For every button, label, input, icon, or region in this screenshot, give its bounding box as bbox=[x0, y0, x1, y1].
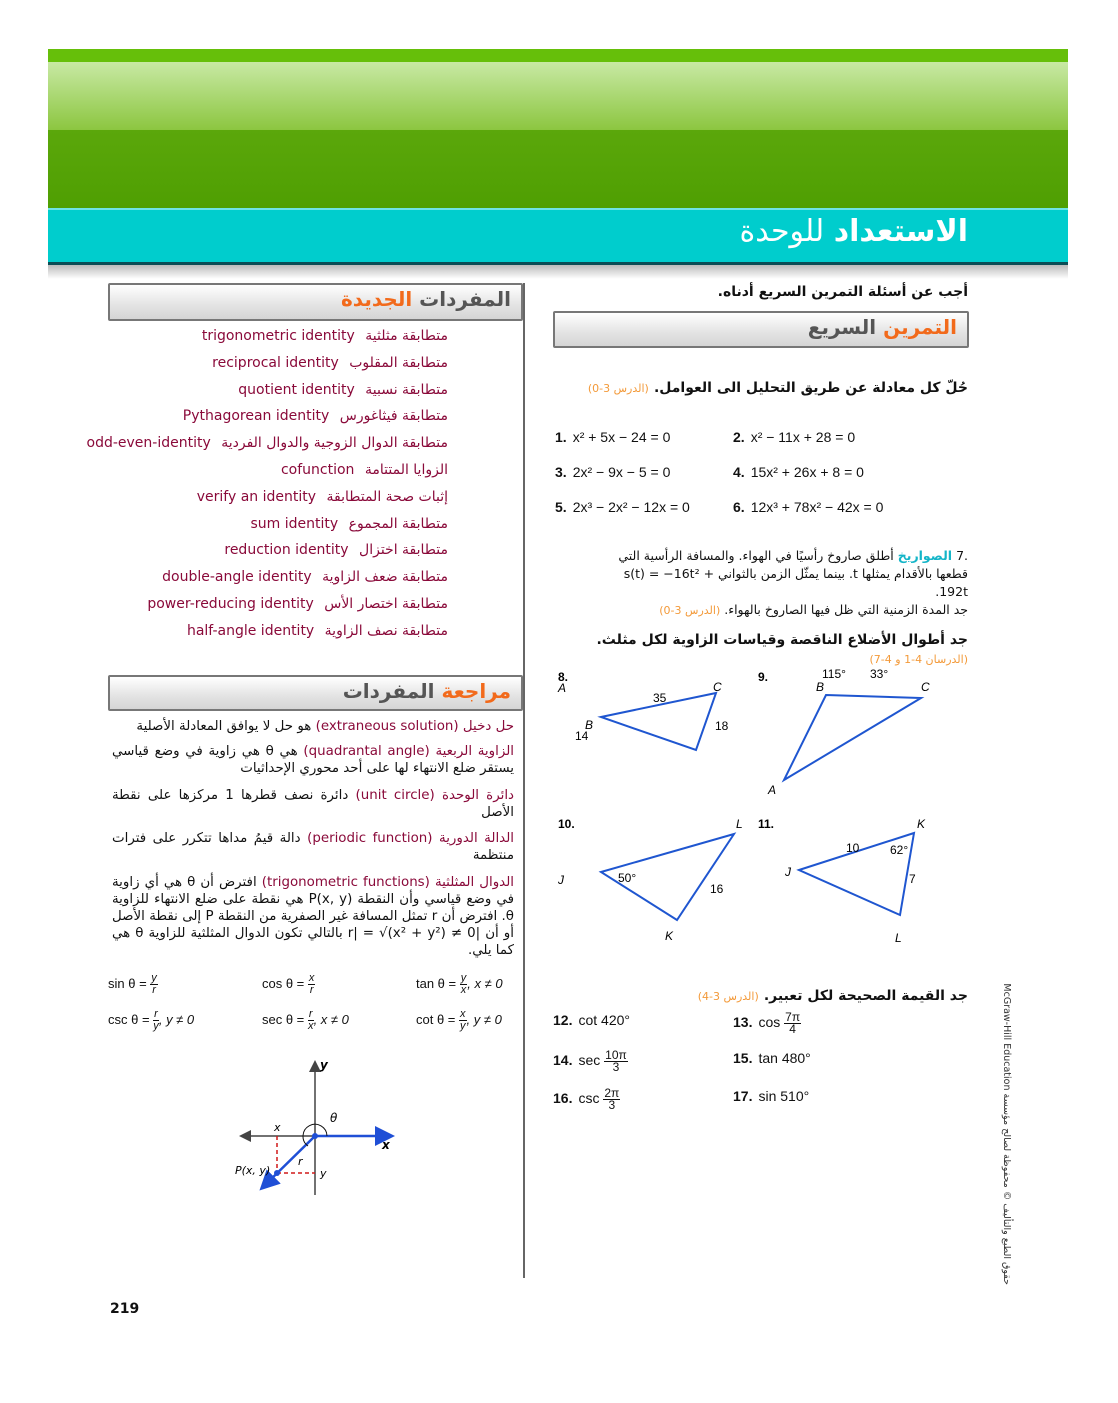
term-arabic: دائرة الوحدة bbox=[441, 788, 514, 803]
vertex-label: L bbox=[895, 931, 902, 945]
equation bbox=[733, 499, 883, 515]
triangle-number: 9. bbox=[758, 670, 769, 684]
factor-heading bbox=[588, 377, 968, 396]
vertex-label: A bbox=[558, 681, 567, 695]
banner-dark bbox=[48, 130, 1068, 208]
measure-label: 50° bbox=[618, 871, 637, 885]
denominator: y bbox=[153, 1020, 159, 1032]
equation bbox=[555, 464, 670, 480]
exercise bbox=[553, 1088, 620, 1111]
vocab-item bbox=[212, 355, 448, 371]
condition: , y ≠ 0 bbox=[466, 1011, 502, 1027]
exercise bbox=[553, 1012, 630, 1028]
exact-heading-text: جد القيمة الصحيحة لكل تعبير. bbox=[763, 988, 968, 1004]
equation-number: 3. bbox=[555, 464, 567, 480]
triangles-heading bbox=[553, 629, 968, 667]
vocab-item bbox=[87, 435, 449, 451]
denominator: 4 bbox=[789, 1022, 796, 1036]
numerator: x bbox=[308, 972, 315, 984]
triangles-heading-text: جد أطوال الأضلاع الناقصة وقياسات الزاوية لكل مثلث. bbox=[596, 632, 968, 648]
banner-shadow bbox=[48, 265, 1068, 279]
vocab-arabic: متطابقة فيثاغورس bbox=[339, 408, 448, 425]
unit-title bbox=[740, 214, 968, 249]
exercise bbox=[733, 1050, 811, 1066]
vocab-english: reciprocal identity bbox=[212, 354, 339, 371]
equation-number: 1. bbox=[555, 429, 567, 445]
triangles-lesson: (الدرسان 4-1 و 4-7) bbox=[869, 653, 968, 666]
trig-formula bbox=[108, 1009, 194, 1032]
vocab-english: trigonometric identity bbox=[201, 328, 355, 344]
exercise-function: cot 420° bbox=[578, 1012, 630, 1028]
x-label: x bbox=[274, 1121, 281, 1134]
triangle-number: 8. bbox=[558, 670, 569, 684]
vocab-item bbox=[238, 382, 448, 398]
exercise bbox=[733, 1088, 809, 1104]
exercise-function: cos bbox=[758, 1014, 781, 1031]
point-label: P(x, y) bbox=[235, 1164, 271, 1177]
definition: دائرة نصف قطرها 1 مركزها على نقطة الأصل bbox=[112, 788, 514, 820]
vocab-arabic: إثبات صحة المتطابقة bbox=[326, 488, 448, 505]
measure-label: 18 bbox=[715, 719, 729, 733]
x-axis-label: x bbox=[382, 1138, 390, 1152]
review-title-gray: المفردات bbox=[342, 679, 435, 703]
trig-formula bbox=[416, 973, 503, 996]
vertex-label: A bbox=[768, 783, 777, 797]
exercise-number: 13. bbox=[733, 1014, 753, 1031]
r-label: r bbox=[298, 1155, 303, 1168]
vertex-label: L bbox=[736, 817, 743, 831]
y-axis-label: y bbox=[320, 1058, 328, 1072]
review-definition bbox=[112, 787, 514, 821]
review-definition bbox=[112, 874, 514, 959]
exercise-number: 12. bbox=[553, 1012, 573, 1028]
quick-check-instruction: أجب عن أسئلة التمرين السريع أدناه. bbox=[717, 284, 968, 300]
vocab-english: power-reducing identity bbox=[147, 596, 314, 612]
exercise-function: sec bbox=[578, 1052, 601, 1069]
review-definition bbox=[112, 743, 514, 777]
formula-name: tan θ = bbox=[416, 975, 457, 991]
equation-number: 6. bbox=[733, 499, 745, 515]
p7-number: .7 bbox=[956, 548, 968, 563]
measure-label: 62° bbox=[890, 843, 909, 857]
exercise-number: 16. bbox=[553, 1090, 573, 1107]
point-p bbox=[274, 1170, 280, 1176]
triangle-number: 10. bbox=[558, 817, 575, 831]
exercise bbox=[553, 1050, 628, 1073]
exercise-function: sin 510° bbox=[758, 1088, 810, 1104]
exercise-function: csc bbox=[578, 1090, 600, 1107]
vocab-english: reduction identity bbox=[224, 542, 349, 559]
measure-label: 10 bbox=[846, 841, 860, 855]
vocab-arabic: متطابقة اختصار الأس bbox=[324, 596, 448, 612]
copyright-credit: حقوق الطبع والتأليف © محفوظة لصالح مؤسسة McGraw-Hill Education bbox=[1001, 983, 1012, 1285]
vertex-label: C bbox=[713, 680, 722, 694]
vertex-label: J bbox=[785, 865, 791, 879]
exercise-number: 17. bbox=[733, 1088, 753, 1104]
quick-title-orange: التمرين bbox=[883, 315, 957, 339]
vocab-item bbox=[187, 623, 448, 639]
definition: هو حل لا يوافق المعادلة الأصلية bbox=[136, 719, 312, 734]
exercise bbox=[733, 1012, 801, 1035]
vocab-item bbox=[202, 328, 448, 344]
term-english: (unit circle) bbox=[355, 788, 435, 803]
quick-title-gray: السريع bbox=[807, 315, 877, 339]
definition: هي θ هي زاوية في وضع قياسي يستقر ضلع الانتهاء لها على أحد محوري الإحداثيات bbox=[112, 744, 514, 776]
triangle-figures bbox=[553, 665, 973, 945]
vocab-english: quotient identity bbox=[238, 381, 355, 398]
equation-number: 5. bbox=[555, 499, 567, 515]
vocab-arabic: متطابقة نسبية bbox=[365, 381, 448, 398]
vocab-item bbox=[224, 542, 448, 558]
vertex-label: C bbox=[921, 680, 930, 694]
vocab-english: double-angle identity bbox=[162, 569, 312, 586]
vertex-label: B bbox=[585, 718, 594, 732]
vocab-english: half-angle identity bbox=[186, 622, 315, 639]
vocab-arabic: متطابقة المجموع bbox=[348, 515, 448, 532]
numerator: y bbox=[460, 972, 467, 984]
numerator: 7π bbox=[785, 1010, 801, 1024]
y-label: y bbox=[320, 1167, 327, 1180]
equation bbox=[555, 429, 670, 445]
measure-label: 33° bbox=[870, 667, 889, 681]
measure-label: 16 bbox=[710, 882, 724, 896]
vocab-english: verify an identity bbox=[196, 488, 317, 505]
new-vocab-title-orange: الجديدة bbox=[341, 287, 413, 311]
p7-label: الصواريخ bbox=[897, 548, 953, 563]
term-arabic: الدالة الدورية bbox=[439, 831, 514, 846]
denominator: r bbox=[309, 984, 314, 996]
fraction bbox=[784, 1012, 801, 1035]
definition: افترض أن θ هي أي زاوية في وضع قياسي وأن النقطة P(x, y) هي نقطة على ضلع الانتهاء للزاوية θ. افترض أن r تمثل المسافة غير الصفرية من النقطة P إلى نقطة الأصل أو أن |r| = √(x² + y²) ≠ 0 بالتالي تكون الدوال المثلثية للزاوية θ هي كما يلي. bbox=[112, 875, 514, 958]
numerator: 2π bbox=[604, 1086, 620, 1100]
vocab-item bbox=[162, 569, 448, 585]
problem-7 bbox=[588, 547, 968, 620]
vocab-arabic: الزوايا المتتامة bbox=[364, 462, 448, 478]
page-number: 219 bbox=[110, 1301, 140, 1317]
condition: , x ≠ 0 bbox=[467, 975, 503, 991]
p7-lesson: (الدرس 3-0) bbox=[659, 604, 721, 617]
vocab-item bbox=[197, 489, 448, 505]
equation-number: 2. bbox=[733, 429, 745, 445]
vocab-arabic: متطابقة مثلثية bbox=[365, 328, 448, 344]
numerator: r bbox=[154, 1008, 158, 1020]
trig-formula bbox=[262, 973, 315, 996]
vocab-english: sum identity bbox=[250, 515, 339, 532]
formula-name: cos θ = bbox=[262, 975, 305, 991]
theta-label: θ bbox=[330, 1111, 338, 1125]
term-arabic: حل دخيل bbox=[462, 719, 514, 734]
term-english: (trigonometric functions) bbox=[261, 875, 430, 890]
numerator: r bbox=[308, 1008, 313, 1020]
vocab-english: cofunction bbox=[280, 462, 355, 478]
vocab-english: Pythagorean identity bbox=[182, 408, 330, 425]
new-vocab-title-gray: المفردات bbox=[419, 287, 511, 311]
fraction bbox=[308, 973, 316, 996]
equation-text: 12x³ + 78x² − 42x = 0 bbox=[750, 499, 884, 515]
equation-text: 15x² + 26x + 8 = 0 bbox=[750, 464, 864, 480]
term-english: (periodic function) bbox=[307, 831, 433, 846]
exercise-number: 15. bbox=[733, 1050, 753, 1066]
equation-number: 4. bbox=[733, 464, 745, 480]
denominator: 3 bbox=[608, 1098, 616, 1112]
formula-name: sec θ = bbox=[262, 1011, 305, 1027]
equation bbox=[733, 464, 864, 480]
review-title-orange: مراجعة bbox=[441, 679, 511, 703]
fraction bbox=[604, 1050, 628, 1073]
terminal-side bbox=[263, 1136, 315, 1187]
measure-label: 115° bbox=[822, 667, 846, 681]
triangle-9 bbox=[784, 695, 921, 780]
equation-text: x² − 11x + 28 = 0 bbox=[750, 429, 856, 445]
denominator: r bbox=[152, 984, 156, 996]
new-vocab-header bbox=[108, 283, 523, 321]
formula-name: sin θ = bbox=[108, 975, 147, 991]
unit-circle-diagram bbox=[230, 1055, 410, 1195]
denominator: 3 bbox=[612, 1060, 620, 1074]
exact-heading bbox=[698, 985, 968, 1004]
vertex-label: K bbox=[917, 817, 926, 831]
fraction bbox=[603, 1088, 620, 1111]
factor-lesson: (الدرس 3-0) bbox=[587, 382, 649, 395]
denominator: x bbox=[460, 984, 467, 996]
vocab-arabic: متطابقة المقلوب bbox=[349, 354, 448, 371]
term-english: (quadrantal angle) bbox=[303, 744, 430, 759]
equation-text: 2x³ − 2x² − 12x = 0 bbox=[572, 499, 690, 515]
p7-text1: أطلق صاروخ رأسيًا في الهواء. والمسافة الرأسية التي قطعها بالأقدام يمثلها t. بينما يمثّل الزمن بالثواني s(t) = −16t² + 192t. bbox=[618, 548, 968, 599]
review-definition bbox=[112, 830, 514, 864]
column-divider bbox=[523, 283, 525, 1278]
numerator: y bbox=[151, 972, 157, 984]
vocab-item bbox=[147, 596, 448, 612]
formula-name: csc θ = bbox=[108, 1011, 150, 1027]
vocab-english: odd-even-identity bbox=[86, 435, 211, 452]
p7-text2: جد المدة الزمنية التي ظل فيها الصاروخ بالهواء. bbox=[724, 602, 968, 617]
origin-point bbox=[312, 1133, 318, 1139]
numerator: x bbox=[460, 1008, 466, 1020]
trig-formula bbox=[108, 973, 158, 996]
condition: , x ≠ 0 bbox=[313, 1011, 349, 1027]
quick-check-header bbox=[553, 311, 969, 348]
equation-text: x² + 5x − 24 = 0 bbox=[572, 429, 671, 445]
vocab-arabic: متطابقة نصف الزاوية bbox=[324, 622, 448, 639]
fraction bbox=[150, 973, 158, 996]
numerator: 10π bbox=[605, 1048, 627, 1062]
trig-formula bbox=[262, 1009, 349, 1032]
measure-label: 7 bbox=[909, 872, 916, 886]
triangle-number: 11. bbox=[758, 817, 775, 831]
vocab-item bbox=[281, 462, 448, 478]
review-definition bbox=[112, 718, 514, 735]
exact-lesson: (الدرس 3-4) bbox=[697, 990, 759, 1003]
term-english: (extraneous solution) bbox=[315, 719, 459, 734]
factor-heading-text: حُلّ كل معادلة عن طريق التحليل الى العوامل. bbox=[653, 380, 968, 396]
vocab-arabic: متطابقة ضعف الزاوية bbox=[322, 569, 448, 586]
vertex-label: K bbox=[665, 929, 674, 943]
equation bbox=[733, 429, 855, 445]
review-vocab-header bbox=[108, 675, 523, 711]
vocab-arabic: متطابقة الدوال الزوجية والدوال الفردية bbox=[221, 435, 448, 452]
banner-light bbox=[48, 62, 1068, 130]
fraction bbox=[459, 1009, 467, 1032]
formula-name: cot θ = bbox=[416, 1011, 456, 1027]
vocab-arabic: متطابقة اختزال bbox=[359, 542, 448, 559]
measure-label: 35 bbox=[653, 691, 667, 705]
denominator: x bbox=[307, 1020, 314, 1032]
equation-text: 2x² − 9x − 5 = 0 bbox=[572, 464, 671, 480]
vocab-item bbox=[183, 408, 448, 424]
definition: دالة قيمُ مداها تتكرر على فترات منتظمة bbox=[112, 831, 514, 863]
term-arabic: الزاوية الربعية bbox=[435, 744, 515, 759]
unit-title-bold: الاستعداد bbox=[833, 214, 968, 249]
term-arabic: الدوال المثلثية bbox=[434, 875, 514, 890]
unit-title-rest: للوحدة bbox=[739, 214, 825, 249]
vertex-label: B bbox=[816, 680, 825, 694]
exercise-function: tan 480° bbox=[758, 1050, 811, 1066]
trig-formula bbox=[416, 1009, 502, 1032]
vocab-item bbox=[251, 516, 449, 532]
banner-top-strip bbox=[48, 49, 1068, 62]
measure-label: 14 bbox=[575, 729, 589, 743]
vertex-label: J bbox=[558, 873, 564, 887]
denominator: y bbox=[460, 1020, 466, 1032]
condition: , y ≠ 0 bbox=[158, 1011, 195, 1027]
equation bbox=[555, 499, 690, 515]
exercise-number: 14. bbox=[553, 1052, 573, 1069]
